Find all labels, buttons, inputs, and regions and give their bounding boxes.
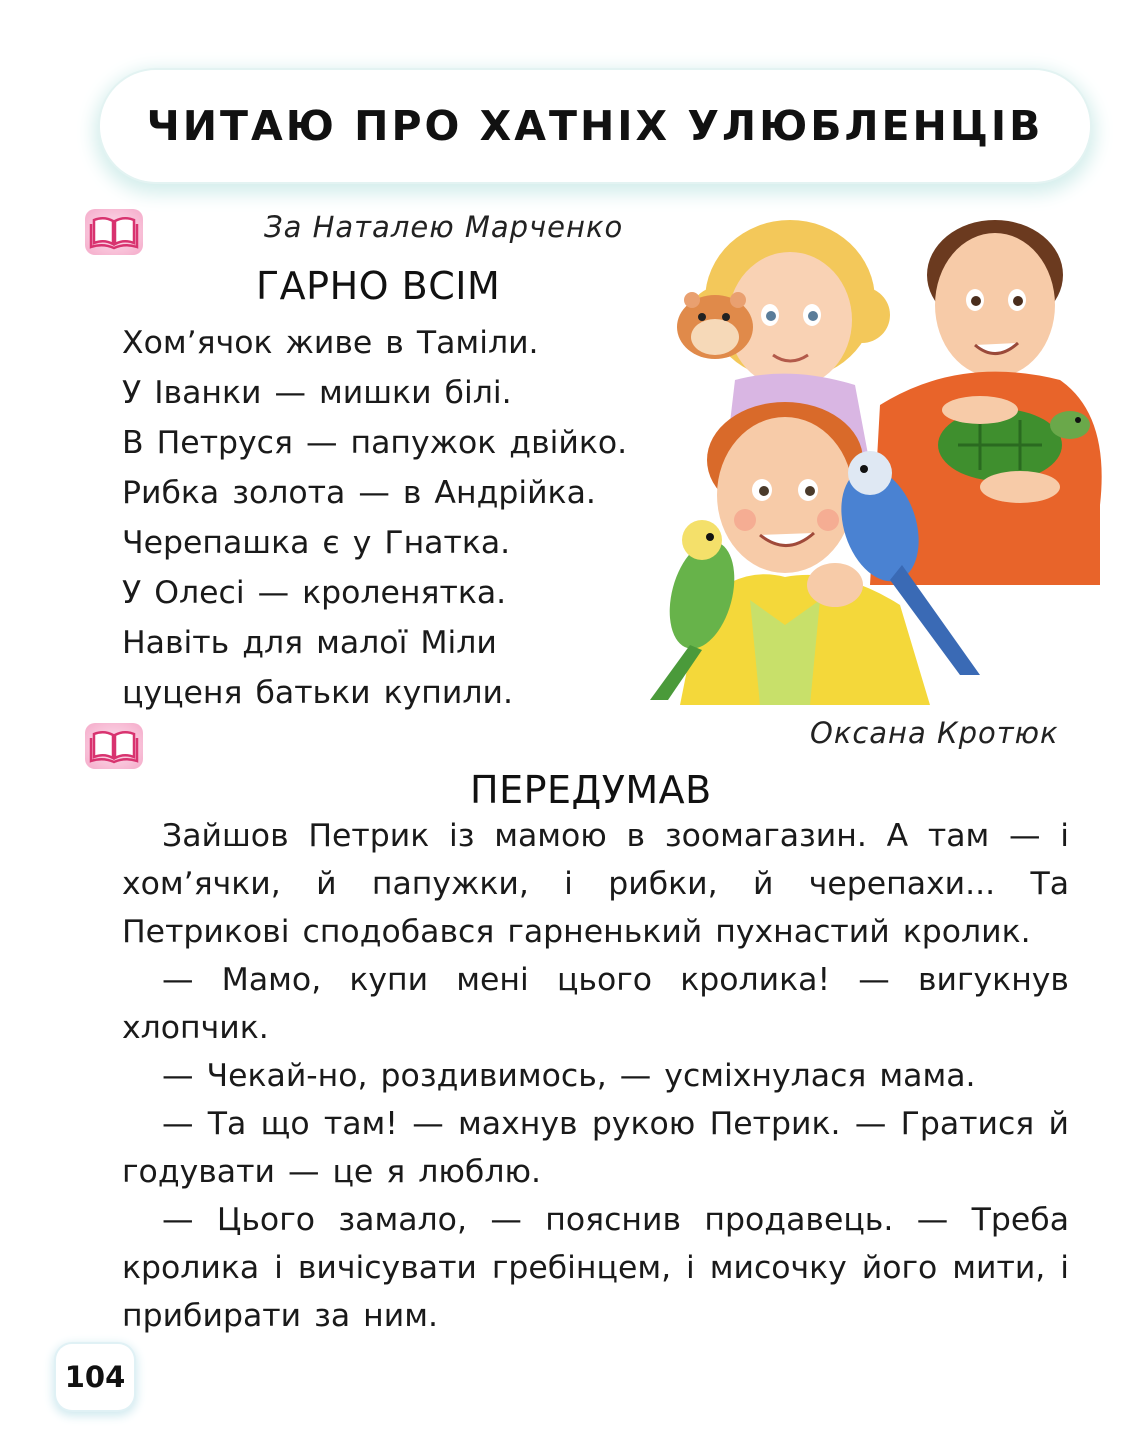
poem-line: Черепашка є у Гнатка.: [122, 525, 511, 561]
poem-line: Хом’ячок живе в Таміли.: [122, 325, 539, 361]
poem-line: цуценя батьки купили.: [122, 675, 513, 711]
story-body: [122, 812, 1069, 1340]
poem-body: [122, 318, 662, 718]
poem-author: За Наталею Марченко: [264, 210, 624, 244]
book-icon: [84, 722, 144, 770]
chapter-title: ЧИТАЮ ПРО ХАТНІХ УЛЮБЛЕНЦІВ: [146, 102, 1044, 150]
story-paragraph: — Цього замало, — пояснив продавець. — Треба кролика і вичісувати гребінцем, і мисочку його мити, і прибирати за ним.: [122, 1202, 1069, 1334]
story-paragraph: Зайшов Петрик із мамою в зоомагазин. А там — і хом’ячки, й папужки, і рибки, й черепахи... Та Петрикові сподобався гарненький пухнастий кролик.: [122, 818, 1069, 950]
poem-line: У Олесі — кроленятка.: [122, 575, 507, 611]
book-icon: [84, 208, 144, 256]
chapter-banner: [100, 70, 1090, 182]
story-paragraph: — Мамо, купи мені цього кролика! — вигукнув хлопчик.: [122, 962, 1069, 1046]
story-paragraph: — Чекай-но, роздивимось, — усміхнулася мама.: [162, 1058, 976, 1094]
poem-title: ГАРНО ВСІМ: [256, 264, 501, 308]
story-author: Оксана Кротюк: [810, 716, 1059, 750]
children-with-pets-illustration: [640, 205, 1110, 705]
poem-line: Рибка золота — в Андрійка.: [122, 475, 596, 511]
poem-line: В Петруся — папужок двійко.: [122, 425, 628, 461]
page-number: 104: [56, 1344, 134, 1410]
story-title: ПЕРЕДУМАВ: [470, 768, 712, 812]
story-paragraph: — Та що там! — махнув рукою Петрик. — Гратися й годувати — це я люблю.: [122, 1106, 1069, 1190]
poem-line: У Іванки — мишки білі.: [122, 375, 512, 411]
poem-line: Навіть для малої Міли: [122, 625, 497, 661]
